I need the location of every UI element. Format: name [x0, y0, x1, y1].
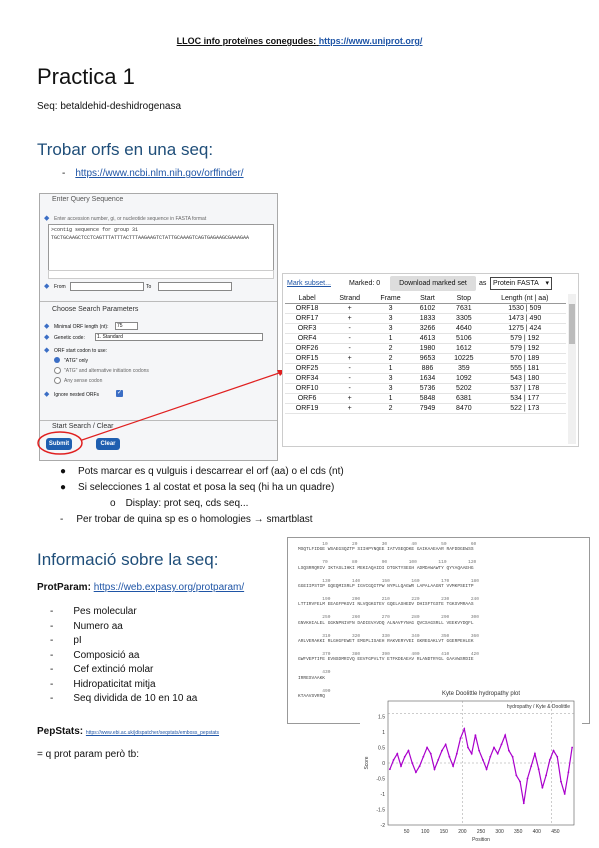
data-point	[478, 750, 480, 752]
table-cell: ORF19	[285, 404, 329, 414]
table-cell: 3305	[444, 314, 483, 324]
plot-title: Kyte Doolittle hydropathy plot	[441, 691, 521, 697]
orf-table-wrap	[285, 294, 566, 414]
bullet-item: ● Pots marcar es q vulguis i descarrear el orf (aa) o el cds (nt)	[60, 466, 344, 477]
protparam-item: - Cef extinció molar	[50, 664, 154, 675]
sequence-ruler: 130 140 150 160 170 180	[298, 578, 479, 584]
table-cell: 522 | 173	[484, 404, 566, 414]
x-tick-label: 350	[514, 829, 523, 835]
x-tick-label: 50	[403, 829, 410, 835]
table-cell: 537 | 178	[484, 384, 566, 394]
orf-results-panel	[282, 273, 579, 447]
table-cell: 1530 | 509	[484, 304, 566, 314]
min-length-select[interactable]: 75	[115, 322, 138, 330]
table-row[interactable]	[285, 404, 566, 414]
table-row[interactable]	[285, 334, 566, 344]
query-line-2: TGCTGCAAGCTCCTCAGTTTATTTACTTTAAGAAGTCTATTGCAAAGTCAGTGAGAAGCGAAAGAA	[51, 235, 250, 241]
sequence-ruler: 490	[298, 688, 331, 694]
sequence-line: KTAAVSVRRQ	[298, 693, 326, 699]
table-cell: 3	[370, 304, 411, 314]
table-cell: 6102	[411, 304, 444, 314]
sequence-ruler: 250 260 270 280 290 300	[298, 615, 479, 621]
table-cell: 359	[444, 364, 483, 374]
as-label: as	[479, 280, 487, 287]
sequence-ruler: 310 320 330 340 350 360	[298, 633, 479, 639]
data-point	[482, 759, 484, 761]
section-heading-orfs: Trobar orfs en una seq:	[37, 140, 214, 159]
bullet-item: ● Si selecciones 1 al costat et posa la seq (hi ha un quadre)	[60, 482, 335, 493]
start-opt2-label: "ATG" and alternative initiation codons	[64, 368, 149, 374]
table-cell: ORF15	[285, 354, 329, 364]
table-cell: -	[329, 324, 370, 334]
protparam-link[interactable]: https://web.expasy.org/protparam/	[93, 582, 245, 593]
format-select[interactable]	[490, 277, 552, 290]
table-cell: 3	[370, 314, 411, 324]
data-point	[493, 747, 495, 749]
start-codon-label: ORF start codon to use:	[54, 348, 108, 354]
to-label: To	[146, 284, 152, 290]
data-point	[404, 756, 406, 758]
from-label: From	[54, 284, 66, 290]
data-point	[497, 753, 499, 755]
table-cell: 7631	[444, 304, 483, 314]
table-row[interactable]	[285, 374, 566, 384]
data-point	[541, 787, 543, 789]
data-point	[456, 753, 458, 755]
nested-icon: ◆	[44, 391, 50, 398]
table-cell: 1833	[411, 314, 444, 324]
genetic-code-select[interactable]: 1. Standard	[95, 333, 263, 341]
y-tick-label: -0.5	[376, 776, 385, 783]
table-cell: 10225	[444, 354, 483, 364]
info-icon: ◆	[44, 215, 50, 222]
pepstats-note: = q prot param però tb:	[37, 749, 140, 760]
table-cell: 534 | 177	[484, 394, 566, 404]
data-point	[534, 753, 536, 755]
hydropathy-plot	[360, 687, 582, 845]
protparam-item: - Pes molecular	[50, 606, 137, 617]
table-cell: +	[329, 404, 370, 414]
table-cell: +	[329, 304, 370, 314]
data-point	[486, 768, 488, 770]
data-point	[415, 771, 417, 773]
dash-item: - Per trobar de quina sp es o homologies → smartblast	[60, 514, 313, 525]
table-cell: ORF26	[285, 344, 329, 354]
table-cell: 579 | 192	[484, 344, 566, 354]
table-row[interactable]	[285, 364, 566, 374]
table-cell: 3	[370, 324, 411, 334]
table-cell: 5736	[411, 384, 444, 394]
header-text: LLOC info proteïnes conegudes:	[176, 36, 317, 46]
table-cell: 7949	[411, 404, 444, 414]
sequence-line: LTTIRVFELM EEAGFPKGVI NLVQGKGTEV GQELASHEDV DHISFTGSTE TGKSVMRAAS	[298, 602, 474, 608]
sequence-line: ARLVERAKKI RLGHGFEWET EMGPLISAEH RAKVERYVEI GKREGAKLVT GGERPEHLEK	[298, 638, 474, 644]
table-row[interactable]	[285, 394, 566, 404]
sequence-ruler: 370 380 390 400 410 420	[298, 652, 479, 658]
x-tick-label: 400	[532, 829, 541, 835]
sequence-ruler: 10 20 30 40 50 60	[298, 542, 477, 547]
sequence-line: MSQTLFIDGE WSAEGSQZTP SIIHPYNQEE IATVSEQDKE GAIKAAEAAR RAFDDGEWSS	[298, 547, 474, 553]
table-cell: ORF4	[285, 334, 329, 344]
data-point	[489, 756, 491, 758]
sequence-line: GNVKHIALEL GGKNPNIVFN DADIEVAVDQ ALNAVFYNAG QVCSAGSRLL VEEKVYDQFL	[298, 620, 474, 626]
table-cell: 4613	[411, 334, 444, 344]
sequence-line: LSQSRRQRIV IKTASLIHKI MEKIAQAIDI DTGKTYSEGH ADMDAWAWTY QYYAQAAEHG	[298, 565, 474, 571]
table-cell: 4640	[444, 324, 483, 334]
table-cell: 1	[370, 394, 411, 404]
x-tick-label: 300	[495, 829, 504, 835]
table-cell: 543 | 180	[484, 374, 566, 384]
data-point	[430, 753, 432, 755]
protparam-list	[50, 605, 197, 707]
data-point	[434, 768, 436, 770]
sequence-line: GWFVEPTIFE EVNSDMRIVQ EEVFGPVLTV ETFKDEAEAV RLANDTRYGL GAAVWSRDIE	[298, 657, 474, 663]
table-cell: 5202	[444, 384, 483, 394]
table-cell: -	[329, 344, 370, 354]
table-cell: 3	[370, 374, 411, 384]
y-tick-label: 1.5	[378, 714, 385, 721]
data-point	[467, 747, 469, 749]
sequence-ruler: 190 200 210 220 230 240	[298, 597, 479, 603]
clear-button[interactable]: Clear	[96, 438, 120, 450]
table-cell: ORF10	[285, 384, 329, 394]
data-point	[571, 747, 573, 749]
sequence-line: GGEIIPSTIP GQEQMISRLP IGVCGQITPW NYPLLQAGWR LAPALAAGNT VVMKPSEITP	[298, 583, 474, 589]
table-row[interactable]	[285, 344, 566, 354]
data-point	[538, 768, 540, 770]
column-header[interactable]: Stop	[444, 294, 483, 304]
table-cell: 2	[370, 354, 411, 364]
params-label: Choose Search Parameters	[52, 306, 139, 313]
table-cell: +	[329, 314, 370, 324]
page-title: Practica 1	[37, 64, 135, 89]
nested-label: Ignore nested ORFs	[54, 392, 100, 398]
table-row[interactable]	[285, 324, 566, 334]
data-point	[512, 756, 514, 758]
table-cell: 5106	[444, 334, 483, 344]
min-length-label: Minimal ORF length (nt):	[54, 324, 109, 330]
data-point	[422, 756, 424, 758]
range-icon: ◆	[44, 283, 50, 290]
data-point	[515, 775, 517, 777]
protparam-item: - Seq dividida de 10 en 10 aa	[50, 693, 198, 704]
table-cell: -	[329, 364, 370, 374]
protparam-item: - Numero aa	[50, 620, 123, 632]
protparam-line	[37, 582, 244, 593]
sequence-ruler: 430	[298, 670, 331, 676]
protparam-label: ProtParam:	[37, 582, 91, 593]
query-line-1: >contig sequence for group 31	[51, 227, 139, 233]
y-tick-label: -1	[380, 792, 385, 798]
column-header[interactable]: Start	[411, 294, 444, 304]
table-cell: 1	[370, 364, 411, 374]
y-tick-label: -2	[380, 823, 385, 829]
table-cell: 579 | 192	[484, 334, 566, 344]
table-cell: 2	[370, 344, 411, 354]
table-cell: 2	[370, 404, 411, 414]
x-tick-label: 250	[476, 829, 486, 835]
table-cell: 555 | 181	[484, 364, 566, 374]
data-point	[530, 765, 532, 767]
start-codon-icon: ◆	[44, 347, 50, 354]
table-row[interactable]	[285, 304, 566, 314]
start-search-label: Start Search / Clear	[52, 423, 114, 430]
min-length-icon: ◆	[44, 323, 50, 330]
table-cell: 3	[370, 384, 411, 394]
table-cell: ORF34	[285, 374, 329, 384]
x-tick-label: 100	[421, 829, 430, 835]
chevron-down-icon: ▾	[545, 280, 549, 287]
data-point	[452, 765, 454, 767]
table-cell: 1612	[444, 344, 483, 354]
y-tick-label: 1	[382, 730, 385, 736]
genetic-code-icon: ◆	[44, 334, 50, 341]
data-point	[553, 750, 555, 752]
format-value: Protein FASTA	[493, 280, 539, 287]
x-tick-label: 150	[439, 829, 448, 835]
protparam-item: - Composició aa	[50, 649, 140, 661]
x-tick-label: 200	[458, 829, 467, 835]
protparam-item: - pI	[50, 635, 82, 646]
sequence-line: IRRESVAAKK	[298, 675, 326, 681]
table-cell: +	[329, 354, 370, 364]
column-header[interactable]: Label	[285, 294, 329, 304]
nested-checkbox[interactable]: ✓	[116, 390, 123, 396]
orffinder-link[interactable]: https://www.ncbi.nlm.nih.gov/orffinder/	[75, 168, 244, 179]
y-axis-label: Score	[364, 756, 370, 770]
table-cell: 5848	[411, 394, 444, 404]
pepstats-link[interactable]: https://www.ebi.ac.uk/jdispatcher/seqstats/emboss_pepstats	[85, 730, 220, 736]
table-scrollbar[interactable]	[568, 294, 576, 444]
y-tick-label: 0	[382, 761, 385, 767]
table-row[interactable]	[285, 354, 566, 364]
data-point	[411, 762, 413, 764]
x-tick-label: 450	[551, 829, 560, 835]
table-row[interactable]	[285, 314, 566, 324]
submit-button[interactable]: Submit	[46, 438, 72, 450]
data-point	[437, 759, 439, 761]
orf-table	[285, 294, 566, 414]
table-cell: 570 | 189	[484, 354, 566, 364]
data-point	[400, 765, 402, 767]
data-point	[475, 734, 477, 736]
legend-label: hydropathy / Kyte & Doolittle	[506, 704, 570, 710]
data-point	[545, 775, 547, 777]
pepstats-line	[37, 726, 219, 737]
sequence-ruler: 70 80 90 100 110 120	[298, 560, 477, 566]
data-point	[501, 744, 503, 746]
data-point	[441, 750, 443, 752]
column-header[interactable]: Length (nt | aa)	[484, 294, 566, 304]
table-cell: 6381	[444, 394, 483, 404]
y-tick-label: -1.5	[376, 807, 385, 814]
table-cell: 8470	[444, 404, 483, 414]
data-point	[519, 781, 521, 783]
table-cell: 1092	[444, 374, 483, 384]
section-heading-info: Informació sobre la seq:	[37, 550, 219, 569]
genetic-code-label: Genetic code:	[54, 335, 85, 341]
table-cell: ORF3	[285, 324, 329, 334]
submit-highlight-ellipse	[38, 432, 82, 454]
data-point	[549, 759, 551, 761]
data-point	[560, 781, 562, 783]
query-label: Enter Query Sequence	[52, 196, 124, 203]
data-point	[508, 750, 510, 752]
table-cell: -	[329, 334, 370, 344]
query-hint: Enter accession number, gi, or nucleotide sequence in FASTA format	[54, 216, 207, 222]
table-cell: 1275 | 424	[484, 324, 566, 334]
table-cell: ORF17	[285, 314, 329, 324]
table-cell: ORF6	[285, 394, 329, 404]
table-cell: 9653	[411, 354, 444, 364]
table-row[interactable]	[285, 384, 566, 394]
data-point	[527, 778, 529, 780]
download-marked-button[interactable]: Download marked set	[390, 276, 476, 291]
table-cell: 1473 | 490	[484, 314, 566, 324]
data-point	[445, 744, 447, 746]
table-cell: 1634	[411, 374, 444, 384]
data-point	[389, 768, 391, 770]
bullet-list-1	[60, 464, 390, 528]
data-point	[523, 802, 525, 804]
data-point	[564, 793, 566, 795]
seq-line: Seq: betaldehid-deshidrogenasa	[37, 101, 181, 112]
data-point	[396, 753, 398, 755]
data-point	[448, 756, 450, 758]
data-point	[504, 734, 506, 736]
data-point	[393, 759, 395, 761]
data-point	[408, 750, 410, 752]
uniprot-link[interactable]: https://www.uniprot.org/	[318, 36, 423, 46]
data-point	[471, 753, 473, 755]
data-point	[460, 737, 462, 739]
annotation-arrow	[82, 372, 282, 440]
orffinder-link-line: - https://www.ncbi.nlm.nih.gov/orffinder/	[62, 168, 244, 179]
table-cell: ORF25	[285, 364, 329, 374]
table-cell: 3266	[411, 324, 444, 334]
data-point	[426, 747, 428, 749]
data-point	[556, 756, 558, 758]
mark-subset-link[interactable]: Mark subset...	[287, 280, 331, 287]
table-cell: -	[329, 374, 370, 384]
y-tick-label: 0.5	[378, 745, 385, 752]
data-point	[463, 728, 465, 730]
start-opt3-label: Any sense codon	[64, 378, 103, 384]
table-cell: 1	[370, 334, 411, 344]
table-cell: 886	[411, 364, 444, 374]
table-cell: +	[329, 394, 370, 404]
data-point	[568, 771, 570, 773]
column-header[interactable]: Strand	[329, 294, 370, 304]
column-header[interactable]: Frame	[370, 294, 411, 304]
pepstats-label: PepStats:	[37, 726, 84, 737]
table-cell: 1980	[411, 344, 444, 354]
start-opt1-label: "ATG" only	[64, 358, 89, 364]
x-axis-label: Position	[472, 837, 490, 843]
table-cell: ORF18	[285, 304, 329, 314]
marked-count: Marked: 0	[349, 280, 381, 287]
data-point	[419, 765, 421, 767]
table-cell: -	[329, 384, 370, 394]
protparam-item: - Hidropaticitat mitja	[50, 678, 156, 690]
sub-bullet-item: o Display: prot seq, cds seq...	[110, 498, 249, 509]
